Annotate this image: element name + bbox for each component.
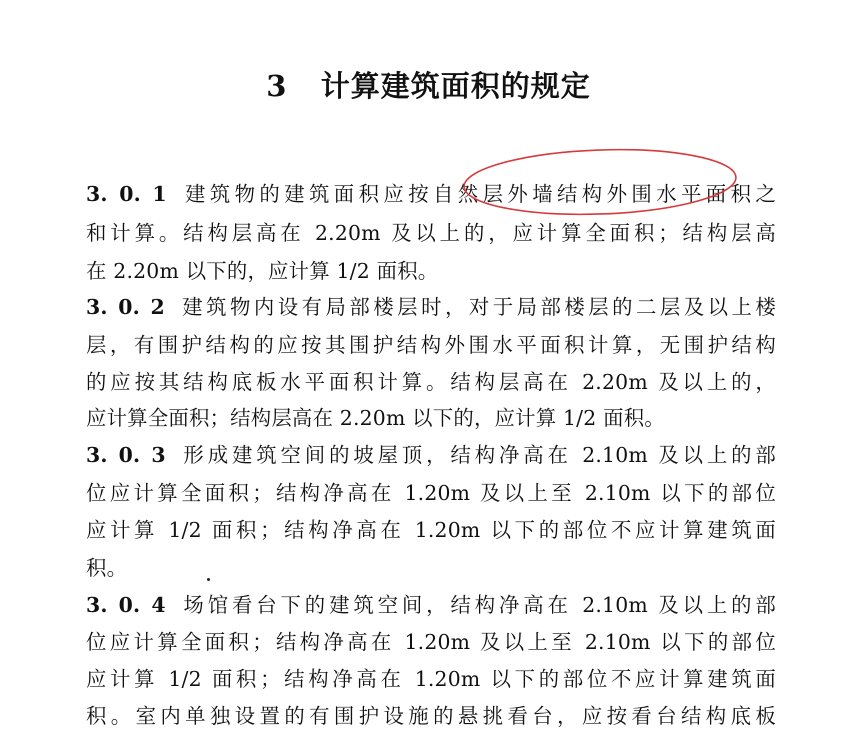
- clause-3-0-4-line-2: 位应计算全面积；结构净高在 1.20m 及以上至 2.10m 以下的部位: [86, 630, 776, 654]
- clause-number: 3. 0. 3: [86, 443, 166, 467]
- section-heading: [0, 64, 857, 105]
- clause-3-0-3-line-4: 积。: [86, 556, 128, 580]
- clause-3-0-1-line-1: [86, 176, 776, 212]
- clause-3-0-4-line-4: 积。室内单独设置的有围护设施的悬挑看台，应按看台结构底板: [86, 704, 776, 728]
- clause-3-0-3-line-2: 位应计算全面积；结构净高在 1.20m 及以上至 2.10m 以下的部位: [86, 481, 776, 505]
- section-title: 计算建筑面积的规定: [320, 69, 591, 103]
- clause-text: 建筑物内设有局部楼层时，对于局部楼层的二层及以上楼: [178, 295, 777, 319]
- clause-3-0-2-line-1: [86, 289, 776, 325]
- clause-text: 形成建筑空间的坡屋顶，结构净高在 2.10m 及以上的部: [179, 443, 776, 467]
- clause-3-0-2-line-4: 应计算全面积；结构层高在 2.20m 以下的，应计算 1/2 面积。: [86, 406, 665, 430]
- clause-3-0-3-line-1: [86, 437, 776, 473]
- clause-3-0-1-line-2: 和计算。结构层高在 2.20m 及以上的，应计算全面积；结构层高: [86, 221, 776, 245]
- clause-3-0-3-line-3: 应计算 1/2 面积；结构净高在 1.20m 以下的部位不应计算建筑面: [86, 518, 776, 542]
- clause-3-0-4-line-3: 应计算 1/2 面积；结构净高在 1.20m 以下的部位不应计算建筑面: [86, 667, 776, 691]
- clause-3-0-4-line-1: [86, 587, 776, 623]
- clause-text: 场馆看台下的建筑空间，结构净高在 2.10m 及以上的部: [179, 593, 776, 617]
- clause-3-0-2-line-2: 层，有围护结构的应按其围护结构外围水平面积计算，无围护结构: [86, 333, 776, 357]
- clause-number: 3. 0. 2: [86, 295, 165, 319]
- scan-speck: [207, 578, 210, 581]
- clause-number: 3. 0. 1: [86, 182, 167, 206]
- clause-3-0-1-line-3: 在 2.20m 以下的，应计算 1/2 面积。: [86, 259, 439, 283]
- clause-number: 3. 0. 4: [86, 593, 166, 617]
- section-number: 3: [266, 69, 288, 103]
- clause-text: 建筑物的建筑面积应按自然层外墙结构外围水平面积之: [180, 182, 776, 206]
- clause-3-0-2-line-3: 的应按其结构底板水平面积计算。结构层高在 2.20m 及以上的，: [86, 370, 776, 394]
